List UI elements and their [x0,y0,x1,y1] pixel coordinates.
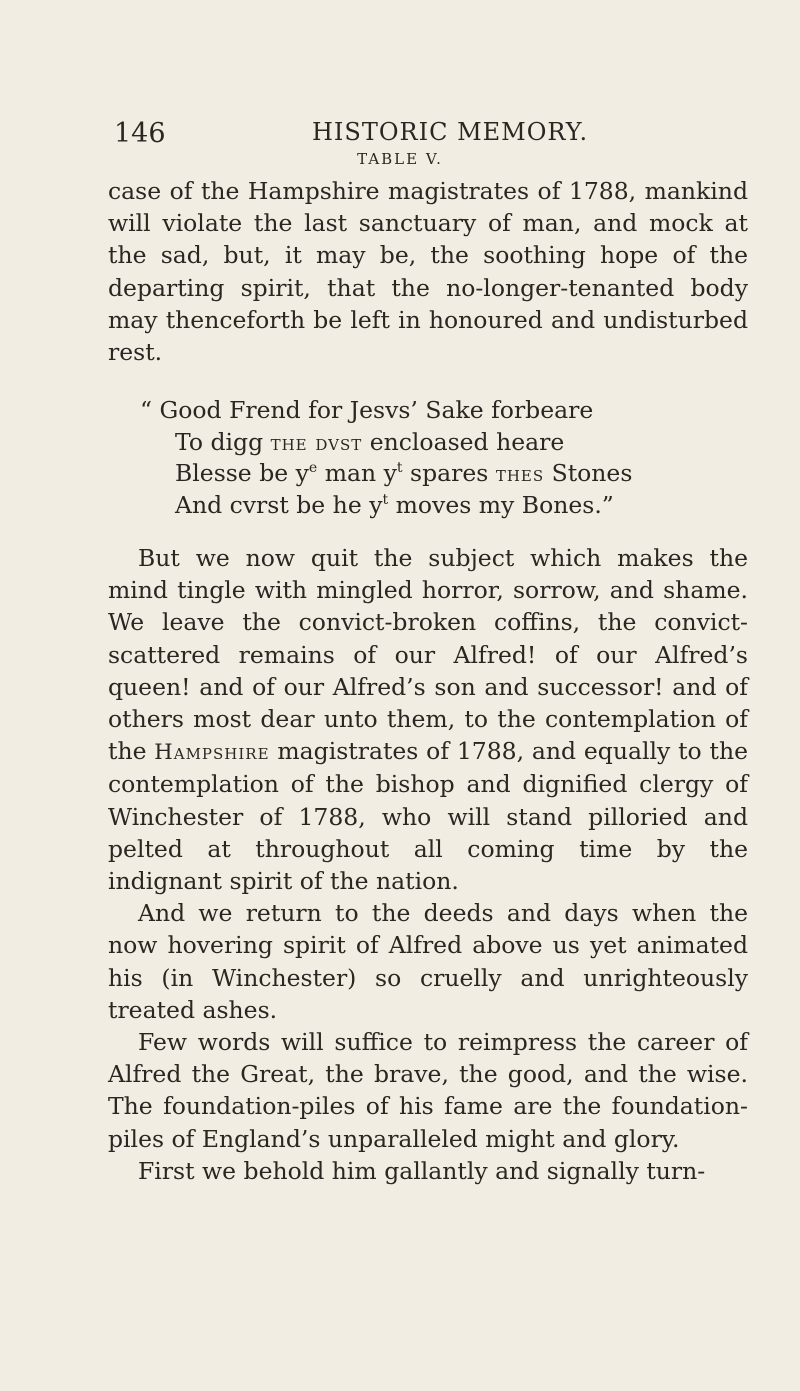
epitaph-verse [140,395,740,521]
verse-line-4: And cvrst be he $y^t$ moves my Bones.” [175,490,614,519]
main-text [108,542,748,1187]
opening-paragraph [108,175,748,368]
verse-line-1: “ Good Frend for Jesvs’ Sake forbeare [140,396,594,424]
paragraph-text: case of the Hampshire magistrates of 1788, mankind will violate the last sanctuary of man, and mock at the sad, but, it may be, the soothing hope of the departing spirit, that the no-longer-tenanted body may thenceforth be left in honoured and undisturbed rest. [108,177,748,367]
paragraph-few-words: Few words will suffice to reimpress the career of Alfred the Great, the brave, the good, and the wise. The foundation-piles of his fame are the foundation-piles of England’s unparalleled might and glory. [108,1028,748,1153]
running-head: HISTORIC MEMORY. [312,118,589,146]
page-number: 146 [114,118,166,149]
table-label: TABLE V. [357,150,443,168]
paragraph-first-behold: First we behold him gallantly and signally turn- [138,1156,706,1185]
paragraph-return: And we return to the deeds and days when the now hovering spirit of Alfred above us yet animated his (in Winchester) so cruelly and unrighteously treated ashes. [108,899,748,1024]
verse-line-3: Blesse be $y^e$ man $y^t$ spares thes Stones [175,459,633,487]
verse-line-2: To digg the dvst encloased heare [175,427,565,456]
paragraph-quit-subject: But we now quit the subject which makes the mind tingle with mingled horror, sorrow, and shame. We leave the convict-broken coffins, the convict-scattered remains of our Alfred! of our Alfred’s queen! and of our Alfred’s son and successor! and of others most dear unto them, to the contemplation of the Hampshire magistrates of 1788, and equally to the contemplation of the bishop and dignified clergy of Winchester of 1788, who will stand pilloried and pelted at throughout all coming time by the indignant spirit of the nation. [108,544,748,896]
